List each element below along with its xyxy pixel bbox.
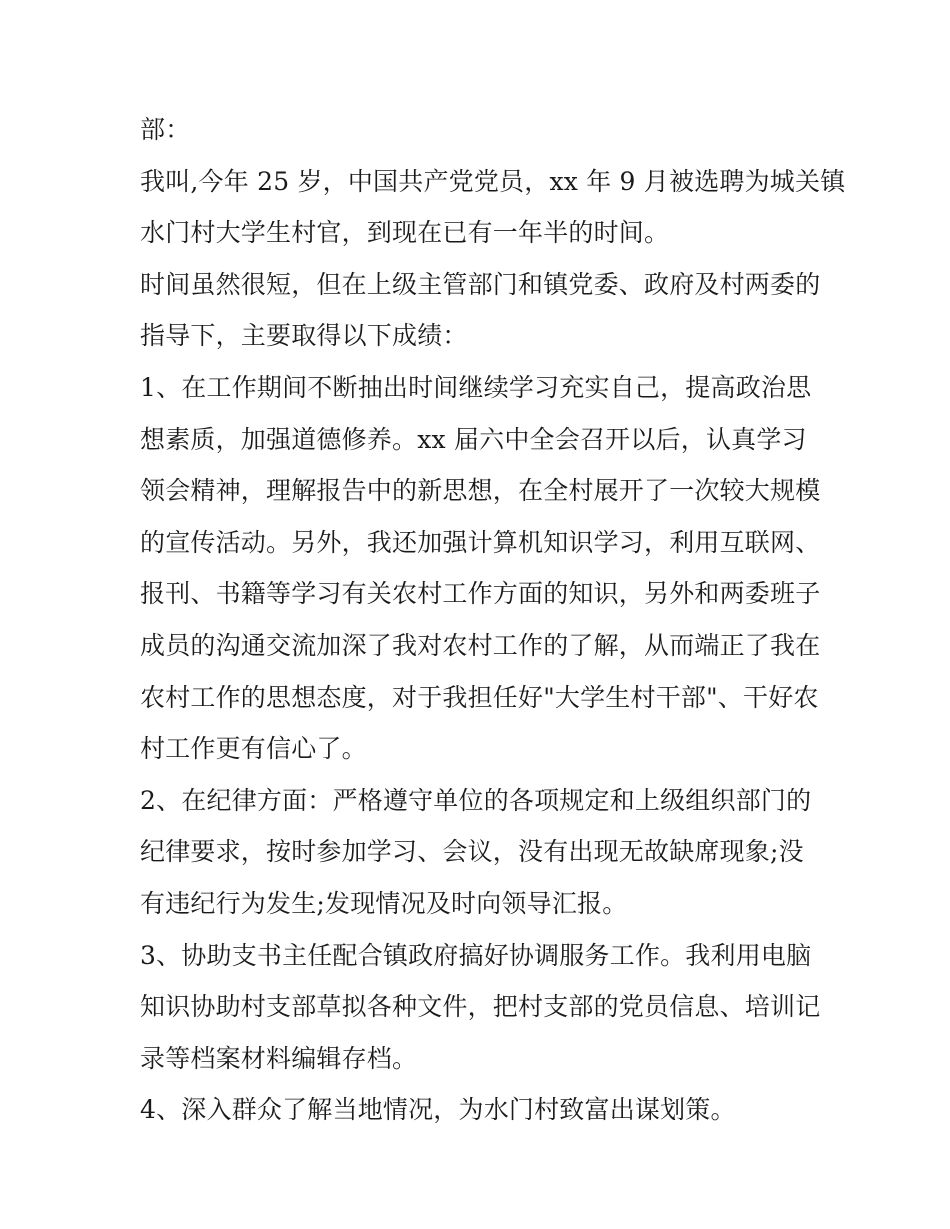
text-line: 纪律要求，按时参加学习、会议，没有出现无故缺席现象;没 xyxy=(140,837,804,867)
text-line: 我叫,今年 25 岁，中国共产党党员，xx 年 9 月被选聘为城关镇 xyxy=(140,166,846,196)
text-line: 领会精神，理解报告中的新思想，在全村展开了一次较大规模 xyxy=(140,476,821,506)
text-line: 3、协助支书主任配合镇政府搞好协调服务工作。我利用电脑 xyxy=(140,940,812,970)
text-line: 成员的沟通交流加深了我对农村工作的了解，从而端正了我在 xyxy=(140,630,821,660)
text-line: 指导下，主要取得以下成绩： xyxy=(140,321,468,351)
text-line: 水门村大学生村官，到现在已有一年半的时间。 xyxy=(140,218,670,248)
document-body xyxy=(140,104,846,1136)
text-line: 时间虽然很短，但在上级主管部门和镇党委、政府及村两委的 xyxy=(140,269,821,299)
text-line: 4、深入群众了解当地情况，为水门村致富出谋划策。 xyxy=(140,1095,736,1125)
text-line: 报刊、书籍等学习有关农村工作方面的知识，另外和两委班子 xyxy=(140,579,821,609)
text-line: 知识协助村支部草拟各种文件，把村支部的党员信息、培训记 xyxy=(140,992,821,1022)
text-line: 的宣传活动。另外，我还加强计算机知识学习，利用互联网、 xyxy=(140,527,821,557)
text-line: 部： xyxy=(140,115,191,144)
text-line: 1、在工作期间不断抽出时间继续学习充实自己，提高政治思 xyxy=(140,372,812,402)
text-line: 村工作更有信心了。 xyxy=(140,734,367,764)
text-line: 农村工作的思想态度，对于我担任好"大学生村干部"、干好农 xyxy=(140,682,819,712)
text-line: 录等档案材料编辑存档。 xyxy=(140,1043,418,1073)
text-line: 有违纪行为发生;发现情况及时向领导汇报。 xyxy=(140,888,628,918)
text-line: 想素质，加强道德修养。xx 届六中全会召开以后，认真学习 xyxy=(140,424,807,454)
text-line: 2、在纪律方面：严格遵守单位的各项规定和上级组织部门的 xyxy=(140,785,812,815)
